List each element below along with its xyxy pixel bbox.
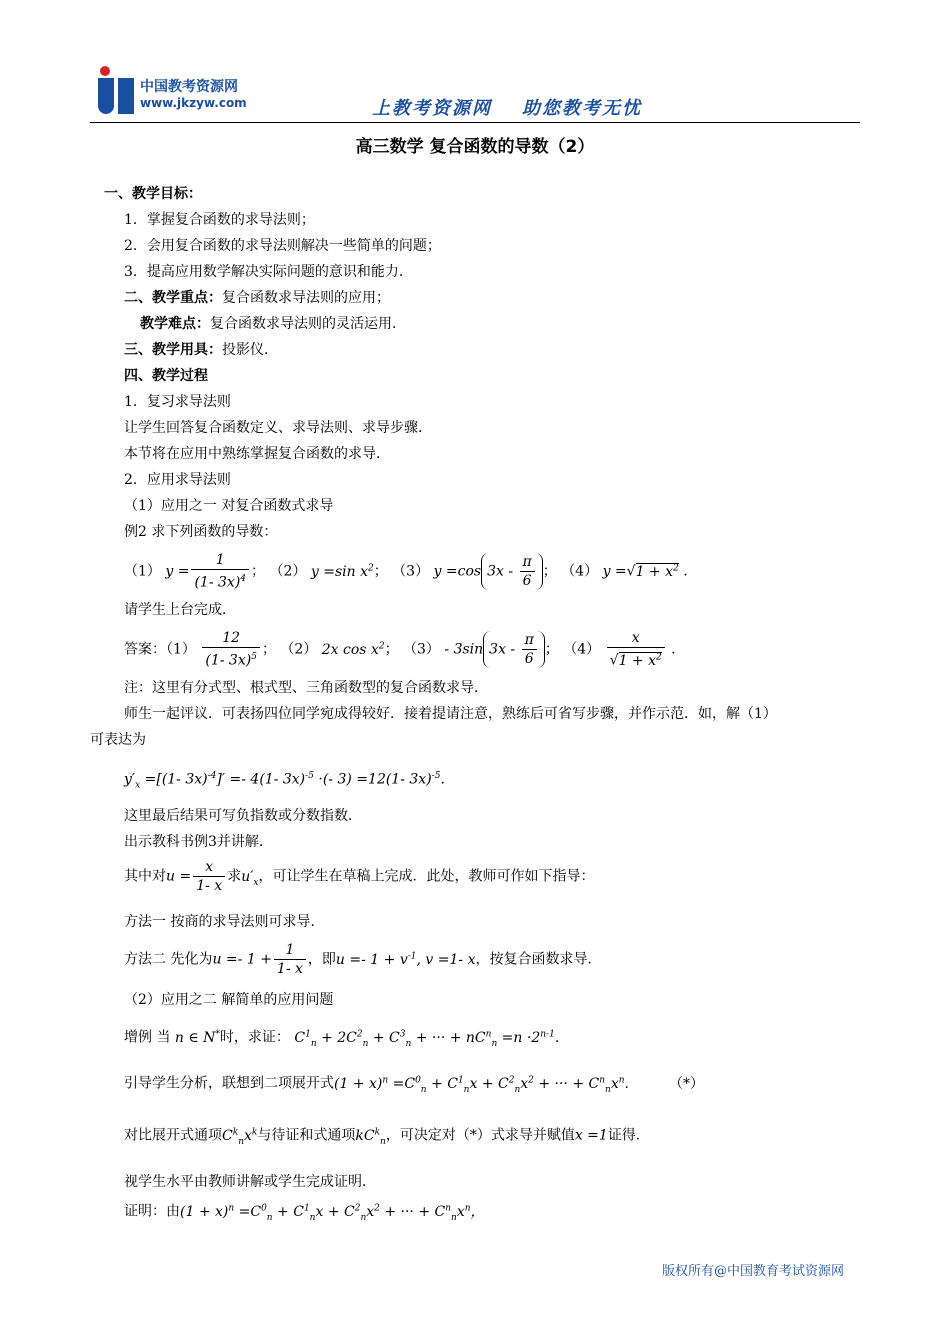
site-url[interactable]: www.jkzyw.com [140, 96, 247, 110]
site-name: 中国教考资源网 [140, 79, 238, 95]
comparison-line [124, 1122, 650, 1151]
fraction: $\frac{x}{√1 + x^2}$ [607, 629, 665, 670]
discussion-line-1: 师生一起评议．可表扬四位同学宛成得较好．接着提请注意，熟练后可省写步骤，并作示范．如，解（1） [124, 706, 777, 722]
discussion-line-2: 可表达为 [90, 732, 146, 748]
problem-label: （3） [392, 563, 430, 580]
section-1-heading: 一、教学目标： [104, 186, 202, 202]
example-2: 例2 求下列函数的导数： [124, 524, 278, 540]
text: ，可让学生在草稿上完成．此处，教师可作如下指导： [258, 868, 595, 885]
text: 方法二 先化为 [124, 951, 213, 968]
problem-label: （4） [561, 563, 599, 580]
goal-2: 2．会用复合函数的求导法则解决一些简单的问题； [124, 238, 441, 254]
tools-label: 三、教学用具： [124, 342, 222, 358]
textbook-example: 出示教科书例3并讲解． [124, 834, 273, 850]
separator: ； [542, 563, 557, 580]
fraction: $\frac{x}{1- x}$ [193, 858, 225, 895]
separator: ； [384, 641, 399, 658]
problem-label: （2） [269, 563, 307, 580]
formula: n ∈ N* [174, 1029, 220, 1046]
difficult-text: 复合函数求导法则的灵活运用． [210, 316, 406, 332]
separator: ； [261, 641, 276, 658]
problem-label: （1） [124, 563, 161, 580]
tools-text: 投影仪． [222, 342, 278, 358]
text: 其中对 [124, 868, 166, 885]
text: ，即 [307, 951, 336, 968]
formula: $C^k_nx^k$ [222, 1127, 258, 1147]
formula: y = [165, 563, 190, 580]
formula: u =- 1 + [212, 951, 272, 968]
slogan-part-1: 上教考资源网 [372, 98, 492, 119]
parenthesized-expression: 3x - $\frac{\pi}{6}$ [481, 553, 543, 590]
goal-1: 1．掌握复合函数的求导法则； [124, 212, 315, 228]
header-slogan [372, 94, 672, 120]
answers: 答案：（1） $\frac{12}{(1- 3x)^5}$ ； （2） 2x $\cos x^2$； （3） - 3sin 3x - $\frac{\pi}{6}$ ； （4） $\frac{x}{√1 + x^2}$ . [124, 630, 676, 669]
formula: y =sin $x^2$ [310, 563, 374, 580]
copyright-footer: 版权所有@中国教育考试资源网 [662, 1264, 845, 1279]
formula: x =1 [574, 1127, 608, 1144]
goal-3: 3．提高应用数学解决实际问题的意识和能力． [124, 264, 413, 280]
method-1: 方法一 按商的求导法则可求导． [124, 914, 325, 930]
text: ，可决定对（*）式求导并赋值 [385, 1127, 575, 1144]
formula: $C^1_n + 2C^2_n + C^3_n$ + ··· + $nC^n_n =n \cdot 2^{n-1}$. [294, 1029, 560, 1049]
text: 对比展开式通项 [124, 1127, 222, 1144]
difficult-points [140, 314, 406, 334]
proof-instruction: 视学生水平由教师讲解或学生完成证明． [124, 1174, 376, 1190]
proof-start [124, 1198, 485, 1227]
page-title: 高三数学 复合函数的导数（2） [355, 137, 595, 157]
step-1-note: 本节将在应用中熟练掌握复合函数的求导． [124, 446, 390, 462]
formula: 2x $\cos x^2$ [321, 641, 385, 658]
text: 求 [227, 868, 242, 885]
key-points-text: 复合函数求导法则的应用； [222, 290, 390, 306]
formula: $(1 + x)^n =C^0_n + C^1_nx + C^2_nx^2$ + ··· + $C^n_nx^n$， [180, 1203, 485, 1223]
problem-label: （1） [166, 641, 196, 658]
problem-label: （4） [563, 641, 601, 658]
formula: u = [166, 868, 192, 885]
separator: ； [251, 563, 266, 580]
separator: ； [373, 563, 388, 580]
instruction: 请学生上台完成． [124, 602, 236, 618]
application-2: （2）应用之二 解简单的应用问题 [124, 992, 334, 1008]
formula: y =cos [433, 563, 482, 580]
separator: ； [544, 641, 559, 658]
fraction: $\frac{1}{1- x}$ [274, 941, 306, 978]
step-2: 2．应用求导法则 [124, 472, 231, 488]
method-2 [124, 938, 602, 978]
application-1: （1）应用之一 对复合函数式求导 [124, 498, 334, 514]
binomial-expansion-line [124, 1070, 704, 1099]
teaching-tools [124, 340, 278, 360]
derivation-formula: $y'_x =[(1-$ 3x)$^{-4}$]′ =- 4(1- 3x)$^{-5}$ ·(- 3) =12(1- 3x)$^{-5}$. [124, 771, 445, 791]
page-header [90, 62, 860, 124]
parenthesized-expression: 3x - $\frac{\pi}{6}$ [483, 631, 545, 668]
text: 证明：由 [124, 1203, 180, 1220]
difficult-label: 教学难点： [140, 316, 210, 332]
slogan-part-2: 助您教考无忧 [522, 98, 642, 119]
fraction: $\frac{12}{(1- 3x)^5}$ [202, 629, 260, 670]
formula: - 3sin [444, 641, 484, 658]
note: 注：这里有分式型、根式型、三角函数型的复合函数求导． [124, 680, 488, 696]
section-4-heading: 四、教学过程 [124, 368, 208, 384]
text: 与待证和式通项 [257, 1127, 356, 1144]
text: 增例 当 [124, 1029, 171, 1046]
key-points [124, 288, 390, 308]
formula: $kC^k_n$ [355, 1127, 386, 1147]
formula: $y =√1 + x^2$ . [602, 563, 688, 580]
equation-tag: （*） [668, 1075, 704, 1092]
exponent-note: 这里最后结果可写负指数或分数指数． [124, 808, 362, 824]
text: ，按复合函数求导． [475, 951, 602, 968]
problem-label: （3） [403, 641, 440, 658]
fraction: $\frac{1}{(1- 3x)^4}$ [191, 551, 249, 592]
example-2-problems [124, 550, 688, 592]
step-1: 1．复习求导法则 [124, 394, 231, 410]
u-derivative-line [124, 858, 594, 900]
key-points-label: 二、教学重点： [124, 290, 222, 306]
problem-label: （2） [280, 641, 318, 658]
step-1-text: 让学生回答复合函数定义、求导法则、求导步骤． [124, 420, 432, 436]
formula: $(1 + x)^n =C^0_n + C^1_nx + C^2_nx^2$ + ··· + $C^n_nx^n$. [334, 1075, 629, 1095]
header-divider [90, 122, 860, 123]
formula: $u =- 1 + v^{-1}$, v =1- x [335, 951, 476, 968]
formula: $u'_x$ [241, 868, 259, 888]
text: 时，求证： [219, 1029, 290, 1046]
text: 引导学生分析，联想到二项展开式 [124, 1075, 334, 1092]
extra-example [124, 1016, 559, 1061]
answer-label: 答案： [124, 641, 166, 658]
text: 证得． [607, 1127, 650, 1144]
site-logo-icon [96, 66, 136, 118]
